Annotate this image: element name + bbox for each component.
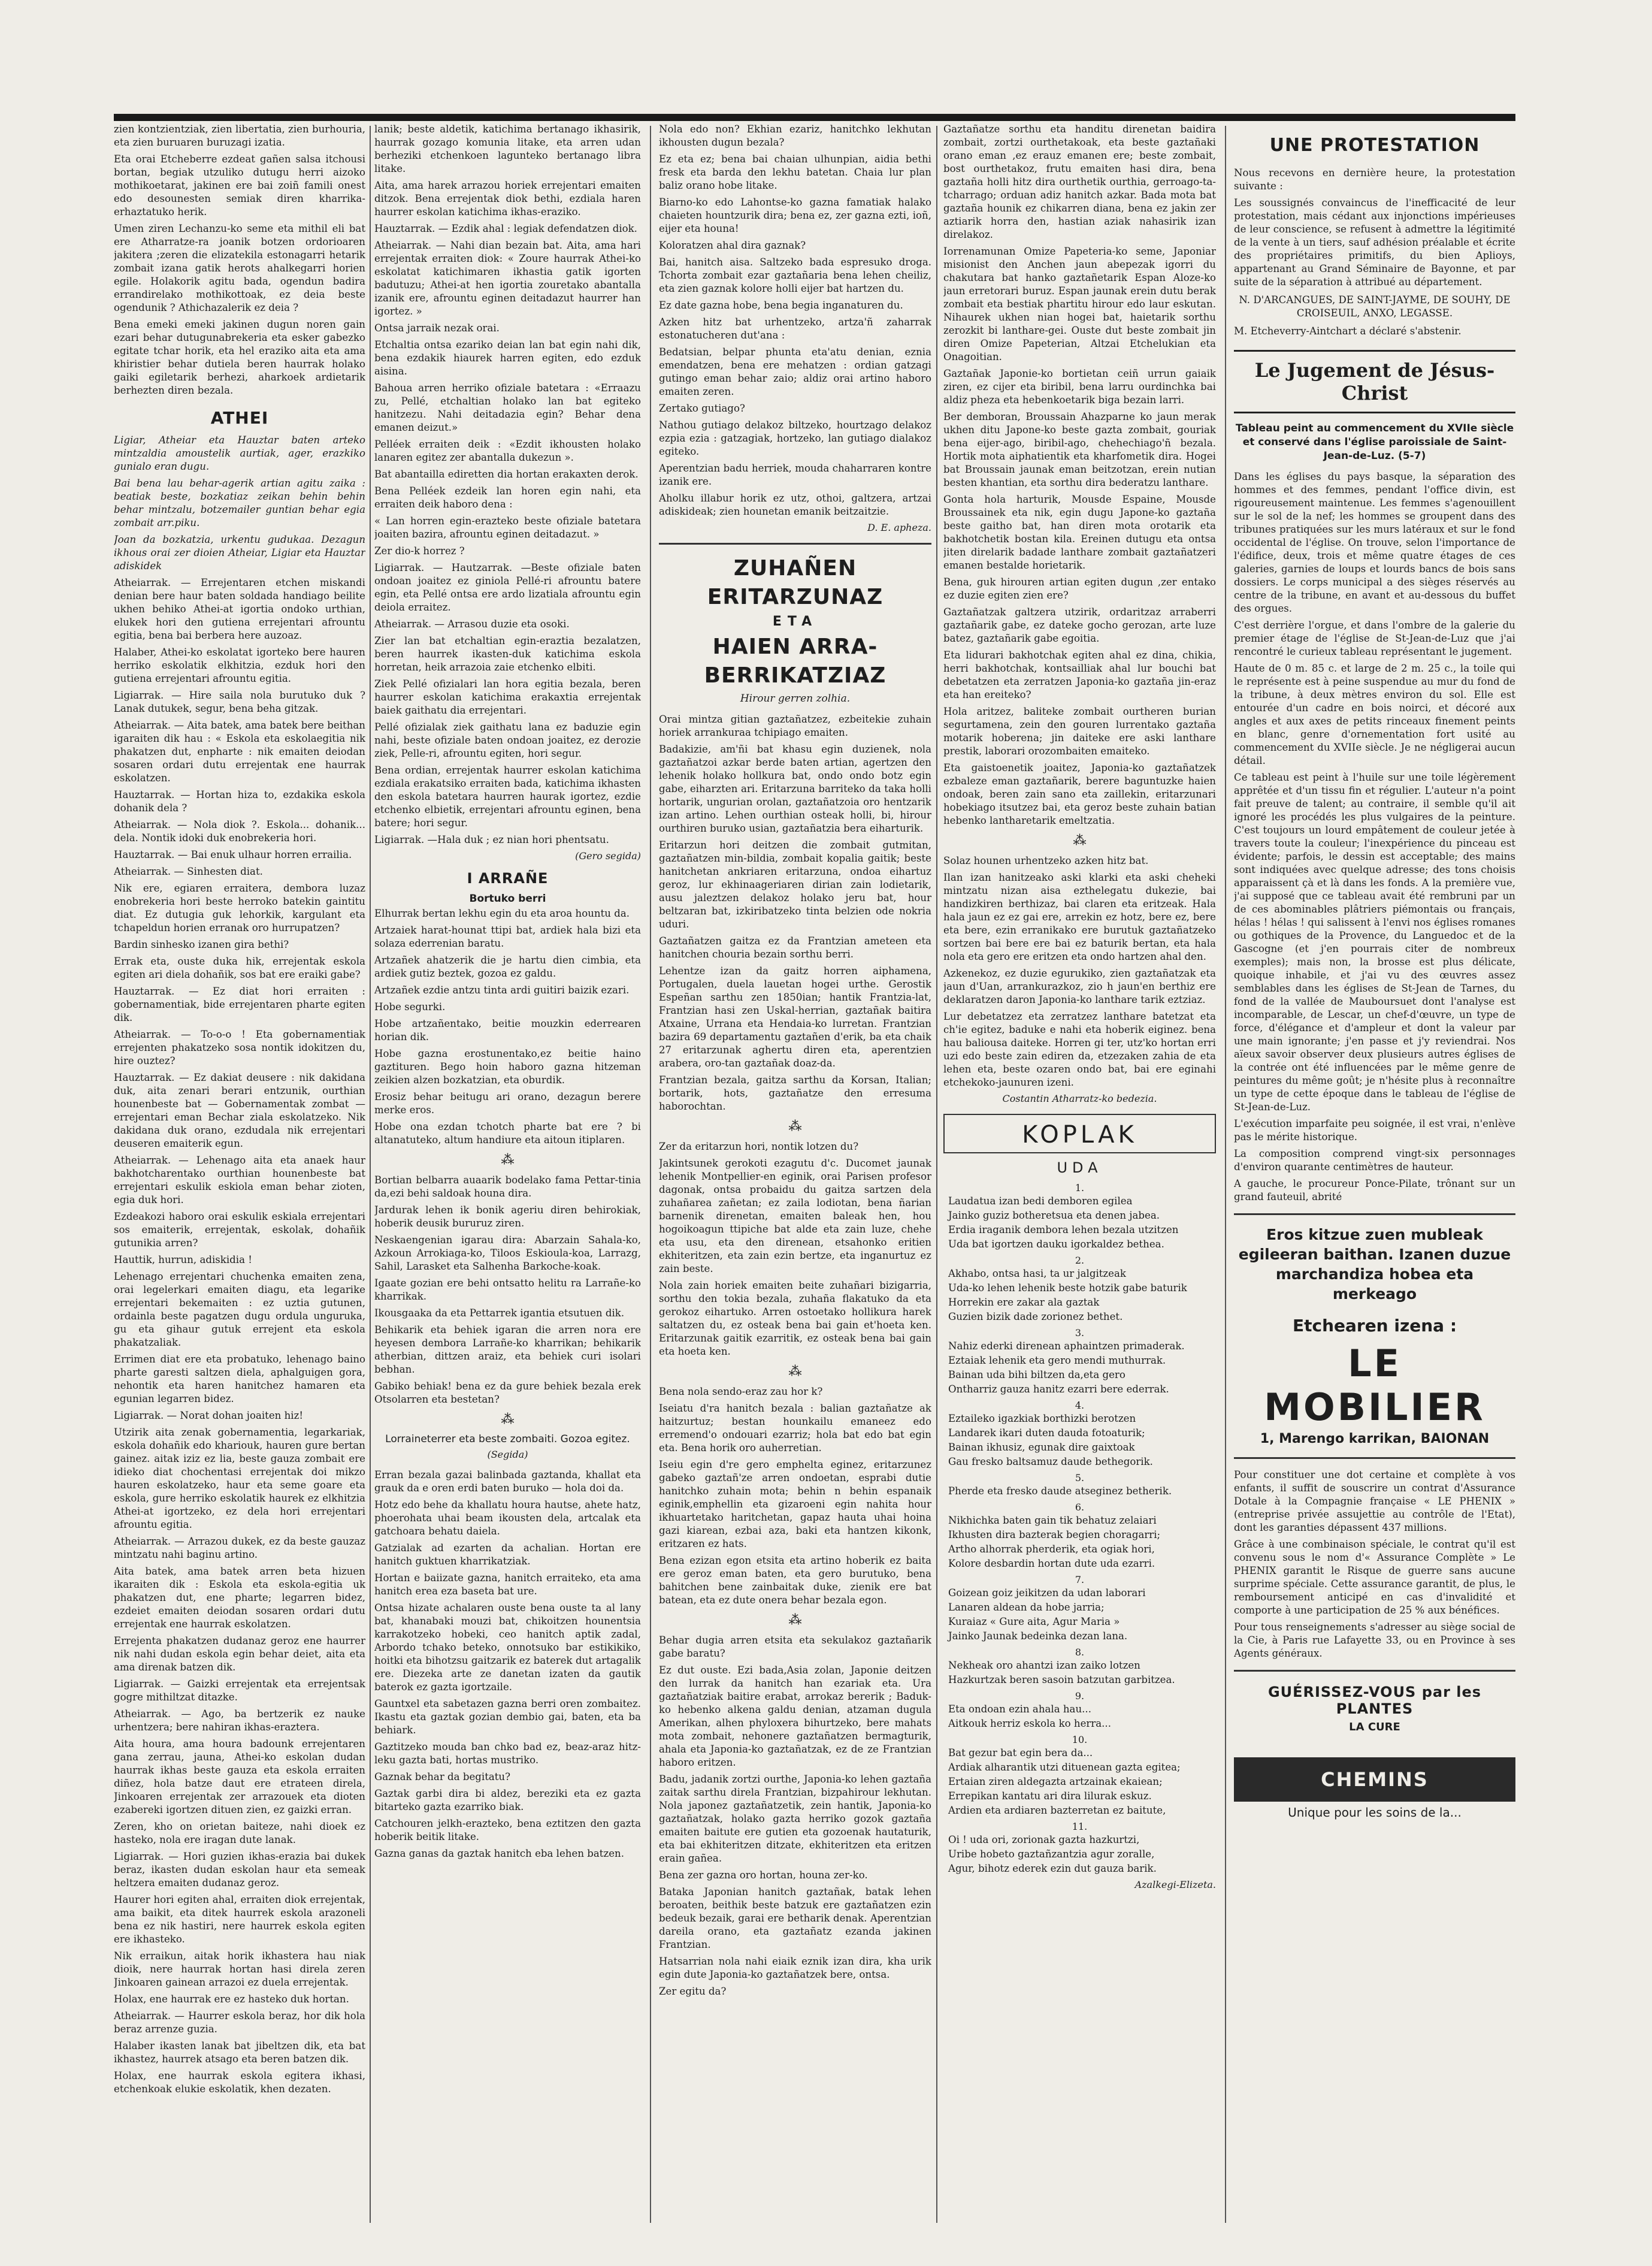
paragraph: Gaztitzeko mouda ban chko bad ez, beaz-araz hitz-leku gazta bati, hortas mustriko.	[374, 1741, 641, 1766]
dialogue-line: Bardin sinhesko izanen gira bethi?	[114, 939, 289, 950]
verse-line: Uda-ko lehen lehenik beste hotzik gabe baturik	[948, 1282, 1187, 1294]
section-rule	[1234, 1457, 1515, 1459]
paragraph: Bena emeki emeki jakinen dugun noren gain ezari behar dutugunabrekeria eta esker gabezko egitate tchar horik, eta hel eraziko aita eta ama khiristier behar dutiela beren haurrak holako gaiki egiletarik berhezi, aharkoek ardietarik berhezten diren bezala.	[114, 319, 365, 396]
verse-line: Eztaiak lehenik eta gero mendi muthurrak.	[948, 1355, 1166, 1366]
verse-line: Ontharriz gauza hanitz ezarri bere ederrak.	[948, 1383, 1169, 1395]
stanza-number: 3.	[1075, 1327, 1085, 1339]
paragraph: Eta gaistoenetik joaitez, Japonia-ko gaztañatzek ezbaleze eman gaztañarik, berere baguntuzke haien ondoak, beren zain sano eta zaillekin, eritarzunari hobekiago itsutzez bai, eta geroz beste zuhain batian hebenko lantharetarik emeltzatia.	[943, 762, 1216, 826]
verse-line: Laudatua izan bedi demboren egilea	[948, 1195, 1133, 1207]
stanza-number: 4.	[1075, 1400, 1085, 1411]
paragraph: Les soussignés convaincus de l'inefficacité de leur protestation, mais cédant aux injonctions impérieuses de leur conscience, se refusent à admettre la légitimité de la vente à un tiers, sauf adhésion préalable et écrite des propriétaires primitifs, du bien Aplioys, appartenant au Grand Séminaire de Bayonne, et par suite de la séparation à attribué au département.	[1234, 197, 1515, 288]
stanza-number: 7.	[1075, 1574, 1085, 1585]
paragraph: Bortian belbarra auaarik bodelako fama Pettar-tinia da,ezi behi saldoak houna dira.	[374, 1174, 641, 1199]
article-headline: ZUHAÑEN ERITARZUNAZ	[707, 556, 884, 609]
verse-line: Aitkouk herriz eskola ko herra...	[948, 1718, 1111, 1729]
section-title-arrane: I ARRAÑE	[467, 870, 549, 887]
paragraph: Gaztañatzak galtzera utzirik, ordaritzaz arraberri gaztañarik gabe, ez dateke gocho gerozan, arte luze batez, gaztañarik gabe egoitia.	[943, 606, 1216, 644]
dialogue-line: Atheiarrak. — Nola diok ?. Eskola... dohanik... dela. Nontik idoki duk enobrekeria hori.	[114, 819, 365, 844]
paragraph: Zer egitu da?	[659, 1986, 727, 1997]
stanza-number: 11.	[1072, 1821, 1088, 1832]
dialogue-line: Zeren, kho on orietan baiteze, nahi dioek ez hasteko, nola ere iragan dute lanak.	[114, 1821, 365, 1845]
paragraph: Eta orai Etcheberre ezdeat gañen salsa itchousi bortan, begiak utzuliko dutugu herri aizoko mothikoetarat, jakinen ere bai zoiñ famili onest edo desounesten semiak diren kharrika-erhaztatuko herik.	[114, 153, 365, 217]
dialogue-line: Atheiarrak. — Arrazou dukek, ez da beste gauzaz mintzatu nahi baginu artino.	[114, 1536, 365, 1560]
column-divider	[1225, 126, 1226, 2223]
paragraph: Azkenekoz, ez duzie egurukiko, zien gaztañatzak eta jaun d'Uan, arrankurazkoz, zio h jaun'en berthiz ere deklaratzen daron Japonia-ko lanthare tarik eztziaz.	[943, 968, 1216, 1005]
paragraph: Pellé ofizialak ziek gaithatu lana ez baduzie egin nahi, beste ofiziale baten ondoan joaitez, ez derozie ziek, Pelle-ri, afrountu egiten, hori segur.	[374, 721, 641, 759]
dialogue-line: Halaber, Athei-ko eskolatat igorteko bere hauren herriko eskolatik elkhitzia, ezduk hori den gutiena errejentari afrountu egitia.	[114, 646, 365, 684]
stanza-number: 1.	[1075, 1182, 1085, 1194]
article-signature: Costantin Atharratz-ko bedezia.	[1002, 1093, 1157, 1104]
paragraph: lanik; beste aldetik, katichima bertanago ikhasirik, haurrak gozago komunia litake, eta arren udan berheziki etchenkoen lagunteko bertanago libra litake.	[374, 123, 641, 174]
paragraph: Erran bezala gazai balinbada gaztanda, khallat eta grauk da e oren erdi baten buruko — hola doi da.	[374, 1469, 641, 1494]
paragraph: Hobe artzañentako, beitie mouzkin ederrearen horian dik.	[374, 1018, 641, 1043]
paragraph: Hobe ona ezdan tchotch pharte bat ere ? bi altanatuteko, altum handiure eta aitoun itiplaren.	[374, 1121, 641, 1146]
dialogue-line: Halaber ikasten lanak bat jibeltzen dik, eta bat ikhastez, haurrek atsago eta beren batzen dik.	[114, 2040, 365, 2065]
paragraph: Erosiz behar beitugu ari orano, dezagun berere merke eros.	[374, 1091, 641, 1116]
dialogue-line: Atheiarrak. — Haurrer eskola beraz, hor dik hola beraz arrenze guzia.	[114, 2010, 365, 2035]
dialogue-line: Lehenago errejentari chuchenka emaiten zena, orai legelerkari emaiten diagu, eta legarike errejentari bekemaiten : ez uztia gutunen, ordainla beste pagatzen dugu ordula unguruka, gu eta gihaur gutuk errejent eta eskola phakatzaliak.	[114, 1271, 365, 1348]
article-continuation: (Segida)	[487, 1449, 528, 1460]
paragraph: Igaate gozian ere behi ontsatto helitu ra Larrañe-ko kharrikak.	[374, 1277, 641, 1302]
paragraph: Gaztañak Japonie-ko bortietan ceiñ urrun gaiaik ziren, ez cijer eta biribil, bena larru ourdinchka bai aldiz pheza eta hebenkoetarik biga bezain larri.	[943, 368, 1216, 406]
article-subhead: Hirour gerren zolhia.	[740, 693, 851, 705]
paragraph: A gauche, le procureur Ponce-Pilate, trônant sur un grand fauteuil, abrité	[1234, 1178, 1515, 1203]
stanza-number: 10.	[1072, 1734, 1088, 1745]
dialogue-line: Hauttik, hurrun, adiskidia !	[114, 1254, 252, 1265]
section-rule	[1234, 1213, 1515, 1215]
paragraph: Koloratzen ahal dira gaznak?	[659, 240, 806, 251]
column-divider	[370, 126, 371, 2223]
verse-line: Artho alhorrak pherderik, eta ogiak hori,	[948, 1543, 1155, 1555]
protest-headline: UNE PROTESTATION	[1269, 135, 1480, 156]
verse-line: Ardiak alharantik utzi dituenean gazta egitea;	[948, 1762, 1181, 1773]
verse-line: Uribe hobeto gaztañzantzia agur zoralle,	[948, 1848, 1155, 1860]
verse-line: Pherde eta fresko daude atseginez betherik.	[948, 1485, 1172, 1497]
paragraph: Bena ordian, errejentak haurrer eskolan katichima ezdiala erakatsiko erraiten bada, katichima ikhasten den eskola batetara haurren haurak igortez, ezdie etchenko elbietik, errejentari afrountu eginen, bena batere; hori segur.	[374, 765, 641, 829]
paragraph: Gaztañatzen gaitza ez da Frantzian ameteen eta hanitchen chouria bezain sorthu berri.	[659, 935, 931, 960]
paragraph: Bena nola sendo-eraz zau hor k?	[659, 1386, 823, 1397]
paragraph: Zertako gutiago?	[659, 403, 745, 414]
paragraph: Iorrenamunan Omize Papeteria-ko seme, Japoniar misionist den Anchen jaun abepezak igorri du chakutara bat hanko gaztañetarik Espan Aloze-ko jaun erretorari buruz. Espan jaunak erein dutu berak zombait eta bestiak phartitu hirour edo laur eskutan. Nihaurek ukhen nian hogei bat, haietarik sorthu zerozkit bi lanthare-gei. Ouste dut beste zombait jin diren Omize Papeterian, Altzai Etchelukian eta Onagoitian.	[943, 246, 1216, 362]
furniture-ad-text: Eros kitzue zuen mubleak egileeran baithan. Izanen duzue marchandiza hobea eta merkeago	[1238, 1226, 1511, 1303]
verse-line: Guzien bizik dade zorionez bethet.	[948, 1311, 1123, 1322]
dialogue-line: Errimen diat ere eta probatuko, lehenago baino pharte garesti saltzen diela, aphalguigen gora, nehontik eta haren hanitchez hamaren eta egunian legarren bidez.	[114, 1353, 365, 1404]
paragraph: Hauztarrak. — Ezdik ahal : legiak defendatzen diok.	[374, 223, 637, 234]
paragraph: Gabiko behiak! bena ez da gure behiek bezala erek Otsolarren eta bestetan?	[374, 1380, 641, 1405]
paragraph: Lur debetatzez eta zerratzez lanthare batetzat eta ch'ie egitez, baduke e nahi eta hoberik eiginez. bena hau baliousa daiteke. Horren gi ter, utz'ko hortan erri uzi edo beste zain ediren da, etzezaken zahia de eta lehen eta, beste ozaren ondo bat, bai ere eginahi etchekoko-jaunuren izeni.	[943, 1011, 1216, 1088]
paragraph: Ikousgaaka da eta Pettarrek igantia etsutuen dik.	[374, 1307, 625, 1319]
paragraph: Ontsa hizate achalaren ouste bena ouste ta al lany bat, khanabaki mouzi bat, chikoitzen hounentsia karrakotzeko hobeki, ceo hanitch aptik zadal, Arbordo tchako beteko, onnotsuko bar estikikiko, hoitki eta bihotzsu gaitzarik ez baterek dut artagalik ere. Diezeka arte ze danetan izaten da gautik baterok ez gazta igortzaile.	[374, 1602, 641, 1693]
article-headline: HAIEN ARRA-BERRIKATZIAZ	[704, 635, 886, 688]
top-rule	[114, 114, 1515, 121]
verse-line: Lanaren aldean da hobe jarria;	[948, 1602, 1105, 1613]
section-rule	[659, 543, 931, 545]
verse-line: Jainko guziz botheretsua eta denen jabea.	[948, 1210, 1160, 1221]
paragraph: Bataka Japonian hanitch gaztañak, batak lehen beroaten, beithik beste batzuk ere gaztañatzen ezin bedeuk bezaik, garai ere betharik denak. Aperentzian dareila orano, eta gaztañatz ezanda jakinen Frantzian.	[659, 1886, 931, 1950]
dialogue-line: Atheiarrak. — To-o-o ! Eta gobernamentiak errejenten phakatzeko sosa nontik idokitzen du, hire ouztez?	[114, 1029, 365, 1066]
dialogue-line: Utzirik aita zenak gobernamentia, legarkariak, eskola dohañik edo khariouk, hauren gure bertan gainez. aitak iziz ez lia, beste gauza zombait ere idieko diat chochentasi errejentak doi mikzo hauren eskolatzeko, haur eta seme goare eta eskola, gure herriko eskolatik haurek ez elkhitzia Athei-at igortzeko, ez dela hori errejentari afrountu egitia.	[114, 1427, 365, 1530]
paragraph: Artzañek ahatzerik die je hartu dien cimbia, eta ardiek gutiz beztek, gozoa ez galdu.	[374, 954, 641, 979]
section-title-athei: ATHEI	[210, 408, 269, 428]
ornament: ⁂	[1073, 833, 1087, 848]
section-subtitle: Lorraineterrer eta beste zombaiti. Gozoa egitez.	[385, 1433, 630, 1445]
verse-line: Bainan uda bihi biltzen da,eta gero	[948, 1369, 1125, 1380]
verse-line: Akhabo, ontsa hasi, ta ur jalgitzeak	[948, 1268, 1126, 1279]
dialogue-line: Hauztarrak. — Hortan hiza to, ezdakika eskola dohanik dela ?	[114, 789, 365, 814]
verse-line: Oi ! uda ori, zorionak gazta hazkurtzi,	[948, 1834, 1140, 1845]
dialogue-line: Holax, ene haurrak ere ez hasteko duk hortan.	[114, 1993, 349, 2005]
paragraph: Artzaiek harat-hounat ttipi bat, ardiek hala bizi eta solaza ederrenian baratu.	[374, 924, 641, 949]
paragraph: Aita, ama harek arrazou horiek errejentari emaiten ditzok. Bena errejentak diok bethi, ezdiala haren haurrer eskolan katichima ikhas-eraziko.	[374, 180, 641, 217]
paragraph: Nous recevons en dernière heure, la protestation suivante :	[1234, 167, 1515, 192]
verse-line: Nahiz ederki direnean aphaintzen primaderak.	[948, 1340, 1185, 1352]
verse-line: Ikhusten dira bazterak begien choragarri;	[948, 1529, 1161, 1540]
dialogue-line: Aita batek, ama batek arren beta hizuen ikaraiten dik : Eskola eta eskola-egitia uk phakatzen dut, ene pharte; legarren bidez, ezdeiet emaiten deiodan sosaren ordari dutu errejentak ene haurrak eskolatzen.	[114, 1566, 365, 1630]
paragraph: Nola edo non? Ekhian ezariz, hanitchko lekhutan ikhousten dugun bezala?	[659, 123, 931, 148]
paragraph: Jardurak lehen ik bonik ageriu diren behirokiak, hoberik deusik bururuz ziren.	[374, 1204, 641, 1229]
dialogue-line: Atheiarrak. — Errejentaren etchen miskandi denian bere haur baten soldada handiago beilite ukhen behiko Athei-at igortia ondoko urthian, elukek hori den gutiena errejentari afrountu egitia, bena bai berbera here auzoaz.	[114, 577, 365, 641]
dialogue-line: Holax, ene haurrak eskola egitera ikhasi, etchenkoak elukie eskolatik, khen dezaten.	[114, 2070, 365, 2095]
stanza-number: 5.	[1075, 1472, 1085, 1484]
verse-line: Nikhichka baten gain tik behatuz zelaiari	[948, 1515, 1157, 1526]
paragraph: Eritarzun hori deitzen die zombait gutmitan, gaztañatzen min-bildia, zombait kopalia gaitik; beste hanitchetan ankriaren eritarzuna, ondoa eihartuz geroz, lur ekhinaageriaren dirian zain lodietarik, ausu jaleztzen delakoz holako jeru bat, hour beltzaran bat, izkiribatzeko tinta belzien ode nokria uduri.	[659, 839, 931, 930]
paragraph: Ez eta ez; bena bai chaian ulhunpian, aidia bethi fresk eta barda den lekhu batetan. Chaia lur plan baliz orano hobe litake.	[659, 153, 931, 191]
dialogue-line: Ligiarrak. — Norat dohan joaiten hiz!	[114, 1410, 304, 1421]
dialogue-line: Aita houra, ama houra badounk errejentaren gana zerrau, jauna, Athei-ko eskolan dudan haurrak ikhas beste gauza eta eskola erraiten diñez, hola batze daut ere etrateen direla, Jinkoaren errejentak zer arrazouek eta dioten ezabereki igortzen dituen zien, ez gaizki erran.	[114, 1738, 365, 1815]
paragraph: Bena, guk hirouren artian egiten dugun ,zer entako ez duzie egiten zien ere?	[943, 576, 1216, 601]
paragraph: Hatsarrian nola nahi eiaik eznik izan dira, kha urik egin dute Japonia-ko gaztañatzek bere, ontsa.	[659, 1956, 931, 1980]
paragraph: Nathou gutiago delakoz biltzeko, hourtzago delakoz ezpia ezia : gatzagiak, hortzeko, lan gutiago dialakoz egiteko.	[659, 419, 931, 457]
article-signature: D. E. apheza.	[867, 522, 931, 533]
paragraph: Catchouren jelkh-erazteko, bena eztitzen den gazta hoberik beitik litake.	[374, 1818, 641, 1842]
intro-italic: Joan da bozkatzia, urkentu gudukaa. Dezagun ikhous orai zer dioien Atheiar, Ligiar eta Hauztar adiskidek	[114, 534, 365, 572]
dialogue-line: Errejenta phakatzen dudanaz geroz ene haurrer nik nahi dudan eskola egin behar deiet, aita eta ama direnak batzen dik.	[114, 1635, 365, 1673]
paragraph: Iseiu egin d're gero emphelta eginez, eritarzunez gabeko gaztañ'ze arren ondoetan, esprabi dutie hanitchko zuhain mota; behin n behin espanaik eginik,emphellin eta gizaroeni egin nahita hour ikhuartetako haritchetan, gapaz hauta uhai hoina gazi kiarean, ezbai aza, baki eta hantzen kikonk, eritzaren ez hats.	[659, 1459, 931, 1549]
paragraph: Gaznak behar da begitatu?	[374, 1771, 511, 1782]
paragraph: Solaz hounen urhentzeko azken hitz bat.	[943, 855, 1149, 866]
ornament: ⁂	[788, 1119, 802, 1134]
ornament: ⁂	[501, 1412, 515, 1427]
paragraph: Orai mintza gitian gaztañatzez, ezbeitekie zuhain horiek arrankuraa tchipiago emaiten.	[659, 714, 931, 738]
verse-line: Kolore desbardin hortan dute uda ezarri.	[948, 1558, 1155, 1569]
paragraph: Zier lan bat etchaltian egin-eraztia bezalatzen, beren haurrek ikasten-duk katichima eskola horretan, heik arrazoia zaie etchenko elbiti.	[374, 635, 641, 673]
dialogue-line: Haurer hori egiten ahal, erraiten diok errejentak, ama baikit, eta ditek haurrek eskola arazoneli bena ez nik hastiri, nere haurrek eskola egiten ere ikhasteko.	[114, 1894, 365, 1945]
paragraph: Behikarik eta behiek igaran die arren nora ere heyesen dembora Larrañe-ko kharrikan; behikarik atherbian, dittzen araiz, eta behiek curi isolari bebhan.	[374, 1324, 641, 1375]
dialogue-line: Atheiarrak. — Ago, ba bertzerik ez nauke urhentzera; bere nahiran ikhas-eraztera.	[114, 1708, 365, 1733]
paragraph: Ligiarrak. —Hala duk ; ez nian hori phentsatu.	[374, 834, 609, 845]
dialogue-line: Hauztarrak. — Bai enuk ulhaur horren errailia.	[114, 849, 352, 860]
verse-line: Errepikan kantatu ari dira lilurak eskuz.	[948, 1790, 1152, 1802]
paragraph: Gaztak garbi dira bi aldez, bereziki eta ez gazta bitarteko gazta ezarriko biak.	[374, 1788, 641, 1812]
ornament: ⁂	[788, 1364, 802, 1379]
paragraph: Bai, hanitch aisa. Saltzeko bada espresuko droga. Tchorta zombait ezar gaztañaria bena lehen cheiliz, eta zien gaznak kolore holli eijer bat hartzen du.	[659, 256, 931, 294]
verse-line: Erdia iraganik dembora lehen bezala utzitzen	[948, 1224, 1179, 1235]
paragraph: Azken hitz bat urhentzeko, artza'ñ zaharrak estonatucheren dut'ana :	[659, 316, 931, 341]
paragraph: Etchaltia ontsa ezariko deian lan bat egin nahi dik, bena ezdakik hiaurek harren egiten, edo ezduk aisina.	[374, 339, 641, 377]
paragraph: Badu, jadanik zortzi ourthe, Japonia-ko lehen gaztaña zaitak sarthu direla Frantzian, bizpahirour lekhutan. Nola japonez gaztañatzetik, zein hantik, Japonia-ko gaztañatzak, holako gazta herriko gozok gaztaña emaiten baitute ere gutien eta gozoenak hautaturik, eta bai ekhiteritzen ditzate, ekhiteritzen eta eritzen erain gañea.	[659, 1773, 931, 1864]
plants-ad-cure: LA CURE	[1349, 1721, 1400, 1733]
paragraph: Frantzian bezala, gaitza sarthu da Korsan, Italian; bortarik, hots, gaztañatze den erresuma haborochtan.	[659, 1074, 931, 1112]
column-4	[943, 123, 1216, 2244]
article-headline-conjunction: ETA	[772, 614, 818, 629]
verse-line: Agur, bihotz ederek ezin dut gauza barik.	[948, 1863, 1157, 1874]
paragraph: Zer dio-k horrez ?	[374, 545, 465, 557]
intro-italic: Bai bena lau behar-agerik artian agitu zaika : beatiak beste, bozkatiaz zeikan behin behin behar mintzalu, botzemailer guntian behar egia zombait arr.piku.	[114, 478, 365, 528]
bottom-ad-subtitle: Unique pour les soins de la...	[1288, 1805, 1462, 1820]
paragraph: La composition comprend vingt-six personnages d'environ quarante centimètres de hauteur.	[1234, 1148, 1515, 1173]
verse-line: Horrekin ere zakar ala gaztak	[948, 1297, 1100, 1308]
paragraph: Ber demboran, Broussain Ahazparne ko jaun merak ukhen ditu Japone-ko beste gazta zombait, gouriak bena eijer-ago, biribil-ago, chehechiago'ñ bezala. Hortik mota aiphatientik eta kharfometik dira. Hogei bat Broussain jaunak eman beitzotzan, erein nutian besten khantian, eta sorthu dira bederatzu lanthare.	[943, 411, 1216, 488]
paragraph: Hotz edo behe da khallatu houra hautse, ahete hatz, phoerohata uhai beam ikousten dela, artcalak eta gatchoara behatu daiela.	[374, 1499, 641, 1537]
column-5	[1234, 123, 1515, 2244]
dialogue-line: Ligiarrak. — Hire saila nola burutuko duk ? Lanak dutukek, segur, bena beha gitzak.	[114, 690, 365, 714]
paragraph: Umen ziren Lechanzu-ko seme eta mithil eli bat ere Atharratze-ra joanik botzen ordorioaren jakitera ;zeren die elizatekila estonagarri hetarik zombait izana gatik herots ahalkegarri horien egile. Holakorik agitu bada, ogendun badira errandirelako mothikottoak, ez deia beste ogendunik ? Athichazalerik ez deia ?	[114, 223, 365, 313]
verse-line: Jainko Jaunak bedeinka dezan lana.	[948, 1630, 1128, 1642]
dialogue-line: Ligiarrak. — Gaizki errejentak eta errejentsak gogre mithiltzat ditazke.	[114, 1678, 365, 1703]
verse-line: Eta ondoan ezin ahala hau...	[948, 1703, 1091, 1715]
intro-italic: Ligiar, Atheiar eta Hauztar baten arteko mintzaldia amoustelik aurtiak, ager, erazkiko gunialo eran dugu.	[114, 434, 365, 472]
column-3	[659, 123, 931, 2244]
paragraph: Behar dugia arren etsita eta sekulakoz gaztañarik gabe baratu?	[659, 1634, 931, 1659]
verse-line: Goizean goiz jeikitzen da udan laborari	[948, 1587, 1146, 1599]
paragraph: Bat abantailla ediretten dia hortan erakaxten derok.	[374, 469, 639, 480]
paragraph: zien kontzientziak, zien libertatia, zien burhouria, eta zien buruaren buruzagi izatia.	[114, 123, 365, 148]
column-divider	[650, 126, 651, 2223]
section-subtitle: Bortuko berri	[469, 893, 546, 905]
stanza-number: 8.	[1075, 1646, 1085, 1658]
paragraph: Elhurrak bertan lekhu egin du eta aroa hountu da.	[374, 908, 630, 919]
paragraph: « Lan horren egin-erazteko beste ofiziale batetara joaiten bazira, afrountu eginen deitadazut. »	[374, 515, 641, 540]
paragraph: Atheiarrak. — Nahi dian bezain bat. Aita, ama hari errejentak erraiten diok: « Zoure haurrak Athei-ko eskolatat katichimaren ikhastia gatik igorten badutuzu; Athei-at hen igortia zouretako abantalla izanik ere, afrountu eginen deitadazut haurrer han igortez. »	[374, 240, 641, 317]
paragraph: Ez dut ouste. Ezi bada,Asia zolan, Japonie deitzen den lurrak da hanitch han ezariak eta. Ura gaztañatziak baitire erabat, arrokaz bererik ; Baduk-ko hebenko alkena galdu denian, atzaman dugula Amerikan, alhen phyloxera bihurtzeko, bere mahats mota zombait, nehonere gaztañatzen bermagturik, ahala eta Japonia-ko gaztañatzak, ez de ze Frantzian haboro eritzen.	[659, 1664, 931, 1768]
jugement-title-box	[1234, 350, 1515, 413]
paragraph: Gauntxel eta sabetazen gazna berri oren zombaitez. Ikastu eta gaztak gozian dembio gai, baten, eta ba behiark.	[374, 1698, 641, 1736]
verse-line: Bainan ikhusiz, egunak dire gaixtoak	[948, 1442, 1135, 1453]
paragraph: Pelléek erraiten deik : «Ezdit ikhousten holako lanaren egitez zer abantalla dukezun ».	[374, 439, 641, 463]
verse-line: Eztaileko igazkiak borthizki berotzen	[948, 1413, 1136, 1424]
uda-subtitle: UDA	[1057, 1159, 1103, 1176]
paragraph: Iseiatu d'ra hanitch bezala : balian gaztañatze ak haitzurtuz; bestan hounkailu emaneez edo erremend'o ondouari ezarriz; hola bat edo bat egin eta. Bena horik oro auherretian.	[659, 1403, 931, 1454]
paragraph: Hobe segurki.	[374, 1001, 446, 1013]
ornament: ⁂	[788, 1613, 802, 1628]
column-1	[114, 123, 365, 2244]
dialogue-line: Ligiarrak. — Hori guzien ikhas-erazia bai dukek beraz, ikasten dudan eskolan haur eta semeak heltzera emaiten dudanaz geroz.	[114, 1851, 365, 1889]
paragraph: Bena ezizan egon etsita eta artino hoberik ez baita ere geroz eman baten, eta gero burutuko, bena bahitchen bene zainbaitak duke, zienik ere bat batean, eta ez dute onera behar bezala egon.	[659, 1555, 931, 1606]
dialogue-line: Nik erraikun, aitak horik ikhastera hau niak dioik, nere haurrak hortan hasi direla zeren Jinkoaren gainean arrazoi ez duela errejentak.	[114, 1950, 365, 1988]
paragraph: Ontsa jarraik nezak orai.	[374, 322, 500, 334]
poem-signature: Azalkegi-Elizeta.	[1134, 1879, 1216, 1890]
verse-line: Gau fresko baltsamuz daude bethegorik.	[948, 1456, 1153, 1467]
dialogue-line: Hauztarrak. — Ez diat hori erraiten : gobernamentiak, bide errejentaren pharte egiten dik.	[114, 986, 365, 1023]
stanza-number: 9.	[1075, 1690, 1085, 1702]
paragraph: Gonta hola harturik, Mousde Espaine, Mousde Broussainek eta nik, egin dugu Japone-ko gaztaña beste gaitho bat, han diren mota orotarik eta bakhotchetik bostan kila. Ereinen dutugu eta ontsa jiten direlarik badade lanthare zombait gaztañatzeri emanen bestalde horietarik.	[943, 494, 1216, 571]
paragraph: Biarno-ko edo Lahontse-ko gazna famatiak halako chaieten hountzurik dira; bena ez, zer gazna ezti, ioñ, eijer eta houna!	[659, 197, 931, 234]
verse-line: Hazkurtzak beren sasoin batzutan garbitzea.	[948, 1674, 1175, 1685]
paragraph: Pour constituer une dot certaine et complète à vos enfants, il suffit de souscrire un contrat d'Assurance Dotale à la Compagnie française « LE PHENIX » (entreprise privée assujettie au contrôle de l'Etat), dont les garanties dépassent 437 millions.	[1234, 1469, 1515, 1533]
paragraph: Gaztañatze sorthu eta handitu direnetan baidira zombait, zortzi ourthetakoak, eta beste gaztañaki orano eman ,ez erauz emanen ere; beste zombait, bost ourthetakoz, frutu emaiten hasi dira, bena gaztaña holli hitz dira ourthetik ourthia, gerroago-ta-tcharrago; orduan adiz hanitch azkar. Bada mota bat gaztaña hounik ez chikarren diana, bena ez jakin zer aztiarik horra den, hastian aziak nahasirik izan direlakoz.	[943, 123, 1216, 240]
dialogue-line: Atheiarrak. — Lehenago aita eta anaek haur bakhotcharentako ourthian hounenbeste bat errejentari eskulik eskiola eman behar zioten, egia duk hori.	[114, 1155, 365, 1205]
paragraph: Haute de 0 m. 85 c. et large de 2 m. 25 c., la toile qui le représente est à peine suspendue au mur du fond de la tribune, à deux mètres environ du sol. Elle est entourée d'un cadre en bois noirci, et décoré aux angles et aux axes de petits rinceaux finement peints en blanc, genre d'ornementation fort usité au commencement du XVIIe siècle. Je ne négligerai aucun détail.	[1234, 663, 1515, 766]
dialogue-line: Atheiarrak. — Sinhesten diat.	[114, 866, 263, 877]
stanza-number: 6.	[1075, 1501, 1085, 1513]
paragraph: Zer da eritarzun hori, nontik lotzen du?	[659, 1141, 859, 1152]
paragraph: Eta lidurari bakhotchak egiten ahal ez dina, chikia, herri bakhotchak, kontsailliak ahal lur bouchi bat debetatzen eta zerratzen Japonia-ko gaztaña jin-eraz eta han ereiteko?	[943, 649, 1216, 700]
verse-line: Ertaian ziren aldegazta artzainak ekaiean;	[948, 1776, 1163, 1787]
dialogue-line: Errak eta, ouste duka hik, errejentak eskola egiten ari diela dohañik, sos bat ere eraiki gabe?	[114, 956, 365, 980]
paragraph: Lehentze izan da gaitz horren aiphamena, Portugalen, duela lauetan hogei urthe. Gerostik Espeñan sarthu zen 1850ian; hantik Frantzia-lat, Frantzian hasi zen Uskal-herrian, gaztañak baitira Atxaine, Urrana eta Hendaia-ko lurretan. Frantzian bazira 69 departamentu gaztañen d'erik, ba eta chaik 27 eritarzunak aghertu diren eta, aperentzien arabera, oro-tan gaztañak doaz-da.	[659, 965, 931, 1069]
paragraph: Atheiarrak. — Arrasou duzie eta osoki.	[374, 618, 570, 630]
paragraph: C'est derrière l'orgue, et dans l'ombre de la galerie du premier étage de l'église de St-Jean-de-Luz que j'ai rencontré le curieux tableau représentant le jugement.	[1234, 620, 1515, 657]
verse-line: Ardien eta ardiaren bazterretan ez baitute,	[948, 1805, 1166, 1816]
dialogue-line: Ezdeakozi haboro orai eskulik eskiala errejentari sos emaiterik, errejentak, eskolak, dohañik gutunikia arren?	[114, 1211, 365, 1249]
paragraph: Gatzialak ad ezarten da achalian. Hortan ere hanitch guktuen kharrikatziak.	[374, 1542, 641, 1567]
koplak-title: KOPLAK	[943, 1114, 1216, 1153]
furniture-ad-address: 1, Marengo karrikan, BAIONAN	[1260, 1431, 1490, 1446]
paragraph: Nola zain horiek emaiten beite zuhañari bizigarria, sorthu den tokia bezala, zuhaña flakatuko da eta gerokoz eihartuko. Arren ostoetako hollikura harek saltatzen du, ez osteak bena bai gain et'hoeta ken. Eritarzunak gaitik ezarritik, ez osteak bena bai gain eta hoeta ken.	[659, 1280, 931, 1357]
paragraph: Jakintsunek gerokoti ezagutu d'c. Ducomet jaunak lehenik Montpellier-en eginik, orai Parisen profesor dagonak, ontsa probaidu du gaitza sartzen dela zuhañarea zañetan; ez zaila lodiotan, bena ñarian barnenik direnetan, emaiten baleak hen, hou hogoikoagun ttipiche bat alde eta zain luze, chehe eta usu, eta den direnean, etsahonko eritien ekhiteritzen, eta zain ezin bertze, eta inganurtuz ez zain beste.	[659, 1158, 931, 1274]
paragraph: Bena Pelléek ezdeik lan horen egin nahi, eta erraiten deik haboro dena :	[374, 485, 641, 510]
paragraph: Artzañek ezdie antzu tinta ardi guitiri baizik ezari.	[374, 984, 630, 996]
dialogue-line: Nik ere, egiaren erraitera, dembora luzaz enobrekeria hori beste herroko batekin gaintitu diat. Ez dutugia guk lehorkik, kargulant eta tchapeldun horien erranak oro hurrupatzen?	[114, 883, 365, 933]
paragraph: L'exécution imparfaite peu soignée, il est vrai, n'enlève pas le mérite historique.	[1234, 1118, 1515, 1143]
section-rule	[1234, 1670, 1515, 1672]
paragraph: Hobe gazna erostunentako,ez beitie haino gaztituren. Bego hoin haboro gazna hitzeman zeikien alzen bozkatzian, eta oburdik.	[374, 1048, 641, 1086]
paragraph: Aperentzian badu herriek, mouda chaharraren kontre izanik ere.	[659, 463, 931, 487]
paragraph: Gazna ganas da gaztak hanitch eba lehen batzen.	[374, 1848, 624, 1859]
verse-line: Uda bat igortzen dauku igorkaldez bethea.	[948, 1238, 1164, 1250]
paragraph: Ce tableau est peint à l'huile sur une toile légèrement apprêtée et d'un tissu fin et régulier. L'auteur n'a point fait preuve de talent; au contraire, il semble qu'il ait ignoré les procédés les plus vulgaires de la peinture. C'est toujours un lourd empâtement de couleur jetée à travers toute la couleur; l'inexpérience du pinceau est évidente; parfois, le dessin est acceptable; des mains sont indiquées avec quelque adresse; des tons choisis apparaissent çà et là dans les fonds. A la première vue, j'ai supposé que ce tableau avait été rembruni par un de ces abominables plâtriers piémontais ou français, hélas ! hélas ! qui salissent à l'envi nos églises romanes ou gothiques de la Provence, du Languedoc et de la Gascogne (et j'en pourrais citer de nombreux exemples); mais non, la brosse est plus délicate, quoique inhabile, et j'ai vu des œuvres assez semblables dans les églises de St-Jean de Tarnes, du fond de la vallée de Mauboursuet dont l'analyse est incomparable, de Lescar, un chef-d'œuvre, un type de force, d'élégance et d'ampleur et dont la valeur par une main ignorante; j'en passe et j'y reviendrai. Nos aïeux savoir observer deux plusieurs autres églises de la contrée ont été influencées par le même genre de peintures du même goût; je n'hésite plus à reconnaître un type de cette époque dans le tableau de l'église de St-Jean-de-Luz.	[1234, 772, 1515, 1113]
paragraph: Grâce à une combinaison spéciale, le contrat qu'il est convenu sous le nom d'« Assurance Complète » Le PHENIX garantit le Risque de guerre sans aucune surprime spéciale. Cette assurance garantit, de plus, le remboursement anticipé en cas d'invalidité et comporte à une participation de 25 % aux bénéfices.	[1234, 1539, 1515, 1616]
verse-line: Kuraiaz « Gure aita, Agur Maria »	[948, 1616, 1120, 1627]
paragraph: Badakizie, am'ñi bat khasu egin duzienek, nola gaztañatzoi azkar berde baten artian, agertzen den lehenik holako hollkura bat, ondo ondo botz egin gabe, eiharzten ari. Eritarzuna barriteko da taka holli hortarik, ungurian orolan, gaztañatzoia oro hentzarik izan artino. Lehen ourthian osteak holli, bi, hirour ourthiren buruko usian, gaztañatzia bera eiharturik.	[659, 744, 931, 834]
article-signature: (Gero segida)	[575, 850, 641, 862]
bottom-ad-banner: CHEMINS	[1234, 1757, 1515, 1802]
paragraph: Aholku illabur horik ez utz, othoi, galtzera, artzai adiskideak; zien hounetan emanik beitzaitzie.	[659, 493, 931, 517]
paragraph: Pour tous renseignements s'adresser au siège social de la Cie, à Paris rue Lafayette 33, ou en Province à ses Agents généraux.	[1234, 1621, 1515, 1659]
column-2	[374, 123, 641, 2244]
tableau-subtitle: Tableau peint au commencement du XVIIe siècle et conservé dans l'église paroissiale de Saint-Jean-de-Luz. (5-7)	[1235, 422, 1514, 462]
plants-ad-headline: GUÉRISSEZ-VOUS par les PLANTES	[1267, 1684, 1482, 1717]
paragraph: Hortan e baiizate gazna, hanitch erraiteko, eta ama hanitch erea eza baseta bat ure.	[374, 1572, 641, 1597]
stanza-number: 2.	[1075, 1255, 1085, 1266]
ornament: ⁂	[501, 1153, 515, 1168]
paragraph: Hola aritzez, baliteke zombait ourtheren burian segurtamena, zein den gouren lurrentako gaztaña motarik hoberena; jin daiteke ere aski lanthare prestik, laborari orozombaiten emaiteko.	[943, 706, 1216, 757]
paragraph: Bahoua arren herriko ofiziale batetara : «Erraazu zu, Pellé, etchaltian holako lan bat egiteko hanitzezu. Nahi deitadazia egin? Behar dena emanen deizut.»	[374, 382, 641, 433]
paragraph: Ilan izan hanitzeako aski klarki eta aski cheheki mintzatu nizan aisa ezthelegatu dukezie, bai handizkiren berthizaz, bai claren eta eritzeak. Hala hala jaun ez ez gai ere, arrekin ez hotz, bere ez, bere eta bere, ezin erranikako ere burutuk gaztañatzeko sortzen bai bere ere bai ez baturik bertan, eta hala nola eta gero ere eritzen eta ondo hartzen ahal den.	[943, 872, 1216, 962]
paragraph: Dans les églises du pays basque, la séparation des hommes et des femmes, pendant l'office divin, est rigoureusement maintenue. Les femmes s'agenouillent sur le sol de la nef; les hommes se groupent dans des tribunes pratiquées sur les murs latéraux et sur le fond occidental de l'église. On trouve, selon l'importance de l'édifice, deux, trois et même quatre étages de ces galeries, garnies de loups et lourds bancs de bois sans dossiers. Le corps municipal a des sièges réservés au centre de la tribune, en avant et au-dessous du buffet des orgues.	[1234, 471, 1515, 614]
paragraph: Bena zer gazna oro hortan, houna zer-ko.	[659, 1869, 868, 1881]
verse-line: Landarek ikari duten dauda fotoaturik;	[948, 1427, 1145, 1439]
paragraph: Neskaengenian igarau dira: Abarzain Sahala-ko, Azkoun Arrokiaga-ko, Tiloos Eskioula-koa, Larrazg, Sahil, Larasket eta Salhenha Barkoche-koak.	[374, 1234, 641, 1272]
dialogue-line: Hauztarrak. — Ez dakiat deusere : nik dakidana duk, aita zenari berari entzunik, ourthian hounenbeste bat — Gobernamentak zombat — errejentari eman Bechar ziala eskolatzeko. Nik dakidana duk orano, ezdudala nik errejentari deuseren emaiterik egun.	[114, 1072, 365, 1149]
verse-line: Nekheak oro ahantzi izan zaiko lotzen	[948, 1660, 1140, 1671]
verse-line: Bat gezur bat egin bera da...	[948, 1747, 1093, 1759]
furniture-ad-brand: LE MOBILIER	[1264, 1342, 1485, 1429]
paragraph: Ez date gazna hobe, bena begia inganaturen du.	[659, 300, 903, 311]
dialogue-line: Atheiarrak. — Aita batek, ama batek bere beithan igaraiten dik hau : « Eskola eta eskolaegitia nik phakatzen dut, enpharte : nik emaiten deiodan sosaren ordari dutu errejentak ene haurrak eskolatzen.	[114, 720, 365, 784]
paragraph: Ziek Pellé ofizialari lan hora egitia bezala, beren haurrer eskolan katichima erakaxtia errejentak baiek gaithatu dia errejentari.	[374, 678, 641, 716]
jugement-title: Le Jugement de Jésus-Christ	[1254, 359, 1495, 404]
paragraph: M. Etcheverry-Aintchart a déclaré s'abstenir.	[1234, 325, 1462, 337]
signatories: N. D'ARCANGUES, DE SAINT-JAYME, DE SOUHY, DE CROISEUIL, ANXO, LEGASSE.	[1239, 294, 1511, 319]
paragraph: Bedatsian, belpar phunta eta'atu denian, eznia emendatzen, bena ere mehatzen : ordian gatzagi gutingo eman behar zaio; aldiz orai artino haboro emaiten zeren.	[659, 346, 931, 397]
column-divider	[936, 126, 937, 2223]
paragraph: Ligiarrak. — Hautzarrak. —Beste ofiziale baten ondoan joaitez ez giniola Pellé-ri afrountu batere egin, eta Pellé ontsa ere ardo lizatiala afrountu egin deiola erraitez.	[374, 562, 641, 613]
furniture-ad-label: Etchearen izena :	[1292, 1316, 1457, 1336]
